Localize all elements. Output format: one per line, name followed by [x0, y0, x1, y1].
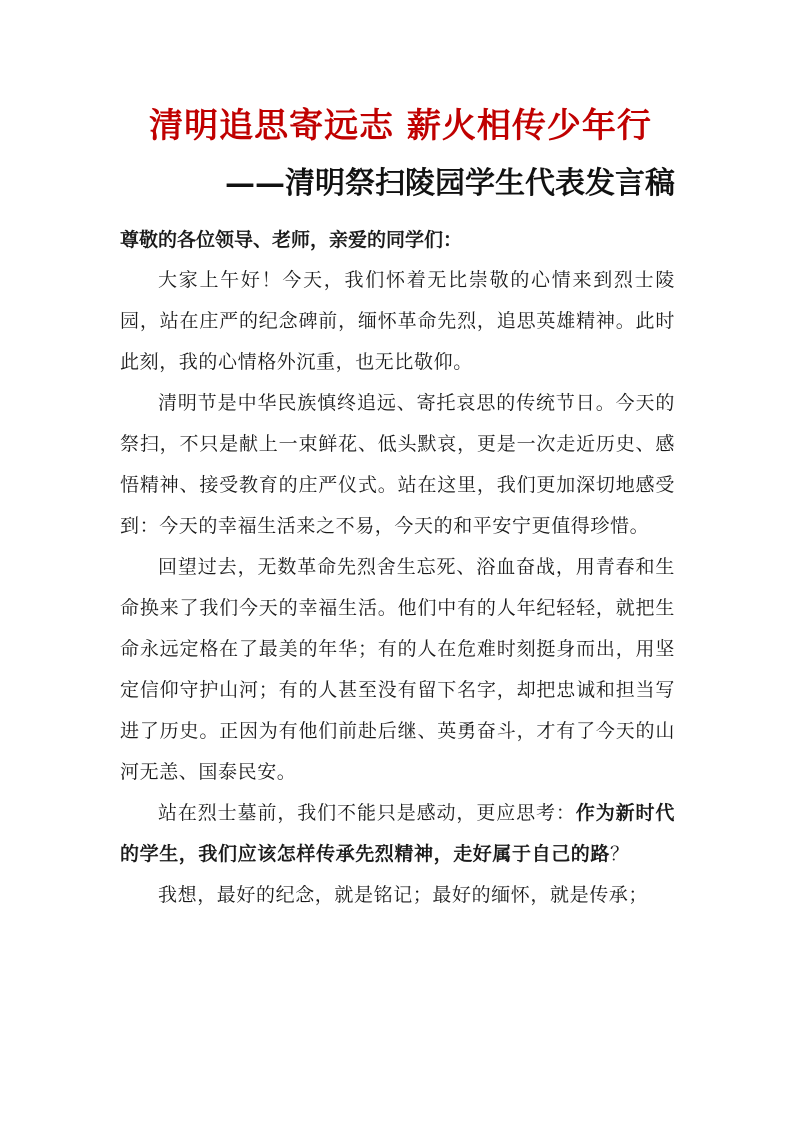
- paragraph-4: [120, 793, 675, 875]
- paragraph-4-lead: 站在烈士墓前，我们不能只是感动，更应思考：: [158, 802, 576, 824]
- speech-subtitle: ——清明祭扫陵园学生代表发言稿: [225, 166, 675, 201]
- speech-title: 清明追思寄远志 薪火相传少年行: [149, 106, 652, 146]
- paragraph-5: 我想，最好的纪念，就是铭记；最好的缅怀，就是传承；: [158, 884, 649, 906]
- paragraph-1: 大家上午好！今天，我们怀着无比崇敬的心情来到烈士陵园，站在庄严的纪念碑前，缅怀革命先烈，追思英雄精神。此时此刻，我的心情格外沉重，也无比敬仰。: [120, 269, 675, 373]
- salutation: 尊敬的各位领导、老师，亲爱的同学们：: [120, 229, 463, 251]
- paragraph-4-tail: ？: [610, 843, 630, 865]
- paragraph-3: 回望过去，无数革命先烈舍生忘死、浴血奋战，用青春和生命换来了我们今天的幸福生活。他们中有的人年纪轻轻，就把生命永远定格在了最美的年华；有的人在危难时刻挺身而出，用坚定信仰守护山河；有的人甚至没有留下名字，却把忠诚和担当写进了历史。正因为有他们前赴后继、英勇奋斗，才有了今天的山河无恙、国泰民安。: [120, 556, 675, 783]
- paragraph-2: 清明节是中华民族慎终追远、寄托哀思的传统节日。今天的祭扫，不只是献上一束鲜花、低头默哀，更是一次走近历史、感悟精神、接受教育的庄严仪式。站在这里，我们更加深切地感受到：今天的幸福生活来之不易，今天的和平安宁更值得珍惜。: [120, 392, 675, 537]
- paragraph-4-emphasis: 作为新时代的学生，我们应该怎样传承先烈精神，走好属于自己的路: [120, 802, 675, 865]
